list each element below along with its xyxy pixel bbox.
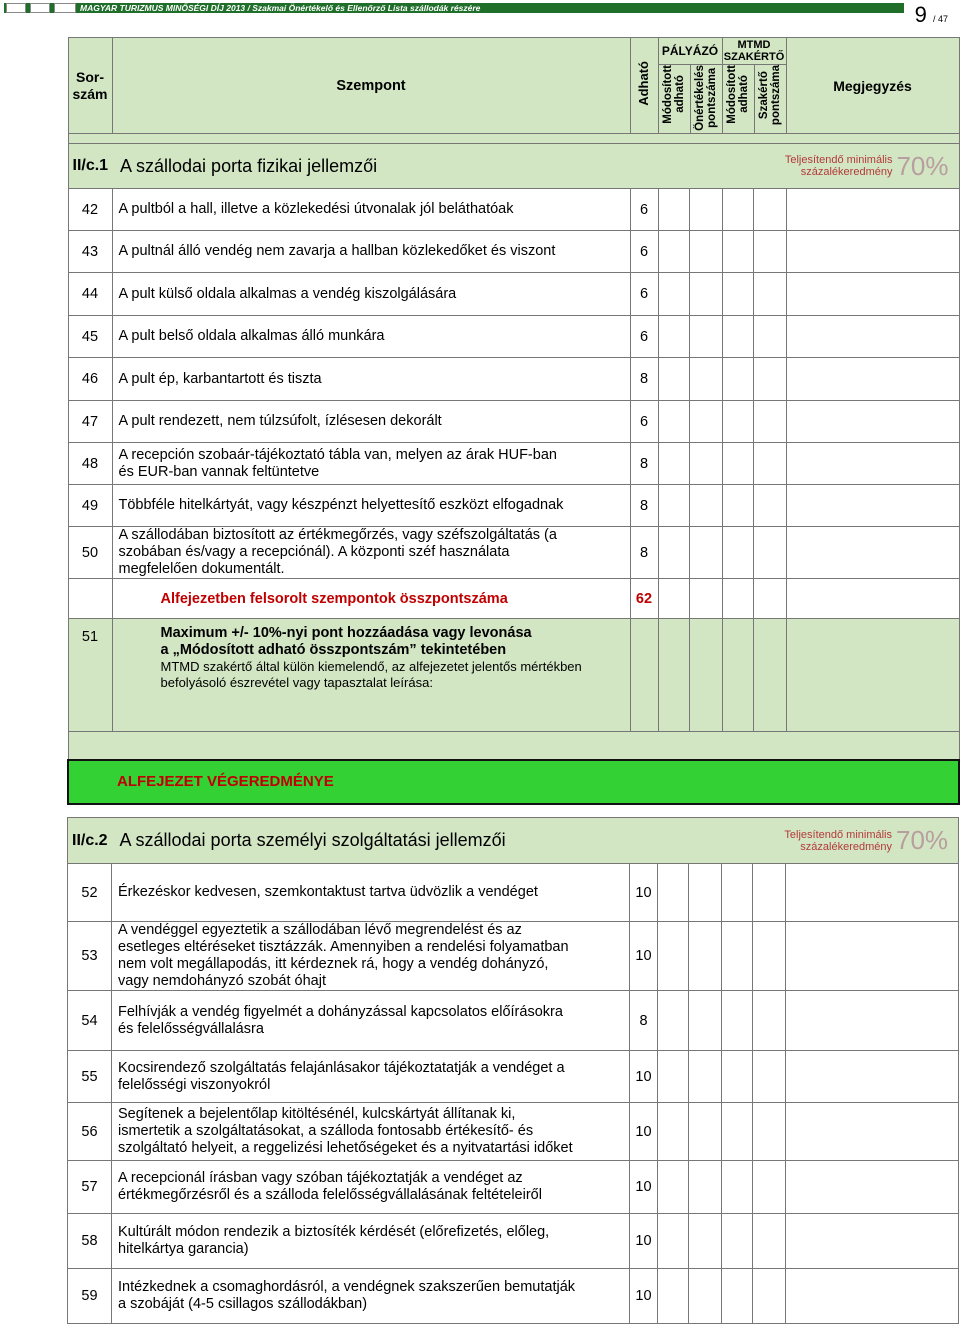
score-cell[interactable] [753,273,786,316]
row-max-points: 6 [630,231,658,273]
score-cell[interactable] [658,1269,689,1324]
score-cell[interactable] [722,1214,753,1269]
score-cell[interactable] [722,1269,753,1324]
header-szempont: Szempont [112,38,630,134]
score-cell[interactable] [753,1214,786,1269]
score-cell[interactable] [722,189,753,231]
score-cell[interactable] [658,273,689,316]
note-cell[interactable] [786,358,959,401]
row-criterion: A pult ép, karbantartott és tiszta [112,358,630,401]
score-cell[interactable] [722,991,753,1051]
score-cell[interactable] [722,273,753,316]
table-row [68,316,959,358]
score-cell[interactable] [722,231,753,273]
score-cell[interactable] [753,358,786,401]
score-cell[interactable] [689,358,722,401]
row-number: 44 [68,273,112,316]
score-cell[interactable] [658,485,689,527]
row-number: 45 [68,316,112,358]
note-cell[interactable] [786,1161,959,1214]
score-cell[interactable] [722,401,753,443]
section1-result-row [68,760,959,804]
row-max-points: 8 [630,358,658,401]
row-max-points: 6 [630,273,658,316]
note-cell[interactable] [786,231,959,273]
score-cell[interactable] [722,358,753,401]
table-row [68,991,959,1051]
score-cell[interactable] [658,443,689,485]
note-cell[interactable] [786,316,959,358]
section1-requirement: Teljesítendő minimális százalékeredmény 70% [753,144,959,189]
score-cell[interactable] [689,1103,722,1161]
row-max-points: 10 [630,1051,658,1103]
score-cell[interactable] [753,443,786,485]
row-max-points: 10 [630,1103,658,1161]
score-cell[interactable] [689,527,722,579]
row-number: 55 [68,1051,112,1103]
table-row [68,1103,959,1161]
score-cell[interactable] [753,1051,786,1103]
note-cell[interactable] [786,864,959,922]
header-sorszam: Sor- szám [68,38,112,134]
row-max-points: 10 [630,922,658,991]
row-number: 49 [68,485,112,527]
score-cell[interactable] [689,273,722,316]
row-criterion: A pult rendezett, nem túlzsúfolt, ízlésesen dekorált [112,401,630,443]
score-cell[interactable] [753,864,786,922]
score-cell[interactable] [753,1269,786,1324]
score-cell[interactable] [689,1161,722,1214]
table-row [68,1051,959,1103]
score-cell[interactable] [658,231,689,273]
table-row [68,189,959,231]
table-row [68,1269,959,1324]
score-cell[interactable] [753,231,786,273]
score-cell[interactable] [658,401,689,443]
note-cell[interactable] [786,1269,959,1324]
score-cell[interactable] [753,1103,786,1161]
score-cell[interactable] [658,1103,689,1161]
row-max-points: 6 [630,401,658,443]
note-cell[interactable] [786,1214,959,1269]
evaluation-table-2 [67,817,959,1324]
row-criterion: Érkezéskor kedvesen, szemkontaktust tartva üdvözlik a vendéget [112,864,630,922]
score-cell[interactable] [689,485,722,527]
header-palyazo-group: PÁLYÁZÓ Módosított adható Önértékelés pontszáma [658,38,722,134]
result-label: ALFEJEZET VÉGEREDMÉNYE [68,760,959,804]
row-criterion: A recepción szobaár-tájékoztató tábla van, melyen az árak HUF-ban és EUR-ban vannak feltüntetve [112,443,630,485]
row-criterion: A szállodában biztosított az értékmegőrzés, vagy széfszolgáltatás (a szobában és/vagy a recepciónál). A központi széf használata megfelelően dokumentált. [112,527,630,579]
section1-title-row [68,144,959,189]
row-number: 52 [68,864,112,922]
score-cell[interactable] [658,189,689,231]
row-max-points: 10 [630,864,658,922]
score-cell[interactable] [753,189,786,231]
score-cell[interactable] [689,864,722,922]
note-cell[interactable] [786,1051,959,1103]
score-cell[interactable] [722,1103,753,1161]
row-number: 47 [68,401,112,443]
score-cell[interactable] [722,443,753,485]
note-cell[interactable] [786,485,959,527]
note-cell[interactable] [786,991,959,1051]
table-row [68,401,959,443]
max-row-text: Maximum +/- 10%-nyi pont hozzáadása vagy levonása a „Módosított adható összpontszám” tekintetében MTMD szakértő által külön kiemelendő, az alfejezetet jelentős mértékben befolyásoló észrevétel vagy tapasztalat leírása: [112,619,630,732]
row-max-points: 8 [630,991,658,1051]
row-criterion: A pult külső oldala alkalmas a vendég kiszolgálására [112,273,630,316]
score-cell[interactable] [689,991,722,1051]
row-criterion: Segítenek a bejelentőlap kitöltésénél, kulcskártyát állítanak ki, ismertetik a szolgáltatásokat, a szálloda fontosabb értékesítő- és szolgáltató helyeit, a reggelizési lehetőségeket és a nyitvatartási időket [112,1103,630,1161]
section2-title: A szállodai porta személyi szolgáltatási jellemzői [112,818,753,864]
section1-subtotal-row [68,579,959,619]
score-cell[interactable] [753,401,786,443]
subtotal-value: 62 [630,579,658,619]
header-adhato: Adható [630,38,658,134]
score-cell[interactable] [658,922,689,991]
row-number: 59 [68,1269,112,1324]
score-cell[interactable] [722,864,753,922]
table-row [68,1161,959,1214]
score-cell[interactable] [689,189,722,231]
score-cell[interactable] [689,231,722,273]
max-row-num: 51 [68,619,112,732]
row-number: 48 [68,443,112,485]
row-max-points: 8 [630,443,658,485]
row-criterion: Kultúrált módon rendezik a biztosíték kérdését (előrefizetés, előleg, hitelkártya garancia) [112,1214,630,1269]
row-number: 56 [68,1103,112,1161]
table-row [68,527,959,579]
table-row [68,485,959,527]
table-row [68,864,959,922]
table-row [68,273,959,316]
table-row [68,922,959,991]
row-number: 43 [68,231,112,273]
score-cell[interactable] [753,316,786,358]
score-cell[interactable] [658,316,689,358]
row-criterion: A pult belső oldala alkalmas álló munkára [112,316,630,358]
row-criterion: A vendéggel egyeztetik a szállodában lévő megrendelést és az esetleges eltéréseket tisztázzák. Amennyiben a rendelési folyamatban nem volt megállapodás, itt kérdeznek rá, hogy a vendég dohányzó, vagy nemdohányzó szobát óhajt [112,922,630,991]
row-criterion: Felhívják a vendég figyelmét a dohányzással kapcsolatos előírásokra és felelősségvállalásra [112,991,630,1051]
row-number: 58 [68,1214,112,1269]
score-cell[interactable] [722,922,753,991]
table-row [68,358,959,401]
note-cell[interactable] [786,443,959,485]
row-criterion: A pultból a hall, illetve a közlekedési útvonalak jól beláthatóak [112,189,630,231]
table-row [68,1214,959,1269]
row-number: 46 [68,358,112,401]
subtotal-label: Alfejezetben felsorolt szempontok összpontszáma [112,579,630,619]
score-cell[interactable] [689,401,722,443]
score-cell[interactable] [722,316,753,358]
row-number: 57 [68,1161,112,1214]
note-cell[interactable] [786,1103,959,1161]
header-mtmd-group: MTMD SZAKÉRTŐ Módosított adható Szakértő pontszáma [722,38,786,134]
score-cell[interactable] [689,922,722,991]
section1-title: A szállodai porta fizikai jellemzői [112,144,753,189]
document-header [0,0,960,30]
score-cell[interactable] [753,1161,786,1214]
note-cell[interactable] [786,922,959,991]
score-cell[interactable] [689,1269,722,1324]
row-criterion: A recepcionál írásban vagy szóban tájékoztatják a vendéget az értékmegőrzésről és a szálloda felelősségvállalásának feltételeiről [112,1161,630,1214]
row-number: 54 [68,991,112,1051]
score-cell[interactable] [722,1161,753,1214]
row-max-points: 8 [630,485,658,527]
note-cell[interactable] [786,189,959,231]
score-cell[interactable] [722,527,753,579]
spacer-row [68,134,959,144]
note-cell[interactable] [786,273,959,316]
score-cell[interactable] [689,316,722,358]
score-cell[interactable] [753,922,786,991]
row-criterion: A pultnál álló vendég nem zavarja a hallban közlekedőket és viszont [112,231,630,273]
section2-requirement: Teljesítendő minimális százalékeredmény 70% [753,818,959,864]
section2-code: II/c.2 [68,818,112,864]
score-cell[interactable] [658,1051,689,1103]
row-max-points: 6 [630,189,658,231]
score-cell[interactable] [658,358,689,401]
score-cell[interactable] [689,1051,722,1103]
row-number: 53 [68,922,112,991]
row-number: 50 [68,527,112,579]
row-criterion: Kocsirendező szolgáltatás felajánlásakor tájékoztatatják a vendéget a felelősségi viszonyokról [112,1051,630,1103]
page-number: 9 / 47 [914,2,948,27]
note-cell[interactable] [786,527,959,579]
score-cell[interactable] [722,485,753,527]
row-max-points: 10 [630,1214,658,1269]
row-max-points: 10 [630,1269,658,1324]
table-row [68,231,959,273]
score-cell[interactable] [658,1214,689,1269]
score-cell[interactable] [689,1214,722,1269]
score-cell[interactable] [753,485,786,527]
evaluation-table-1 [67,37,960,805]
score-cell[interactable] [658,1161,689,1214]
note-cell[interactable] [786,401,959,443]
score-cell[interactable] [753,527,786,579]
section2-title-row [68,818,959,864]
score-cell[interactable] [689,443,722,485]
table-header-row [68,38,959,134]
row-criterion: Intézkednek a csomaghordásról, a vendégnek szakszerűen bemutatják a szobáját (4-5 csillagos szállodákban) [112,1269,630,1324]
section1-max-row [68,619,959,732]
score-cell[interactable] [658,527,689,579]
row-max-points: 10 [630,1161,658,1214]
header-megjegyzes: Megjegyzés [786,38,959,134]
row-max-points: 8 [630,527,658,579]
header-title: MAGYAR TURIZMUS MINŐSÉGI DÍJ 2013 / Szakmai Önértékelő és Ellenőrző Lista szállodák részére [80,3,481,13]
score-cell[interactable] [658,864,689,922]
score-cell[interactable] [658,991,689,1051]
score-cell[interactable] [753,991,786,1051]
section1-code: II/c.1 [68,144,112,189]
table-row [68,443,959,485]
section1-spacer [68,732,959,760]
row-number: 42 [68,189,112,231]
score-cell[interactable] [722,1051,753,1103]
row-max-points: 6 [630,316,658,358]
row-criterion: Többféle hitelkártyát, vagy készpénzt helyettesítő eszközt elfogadnak [112,485,630,527]
